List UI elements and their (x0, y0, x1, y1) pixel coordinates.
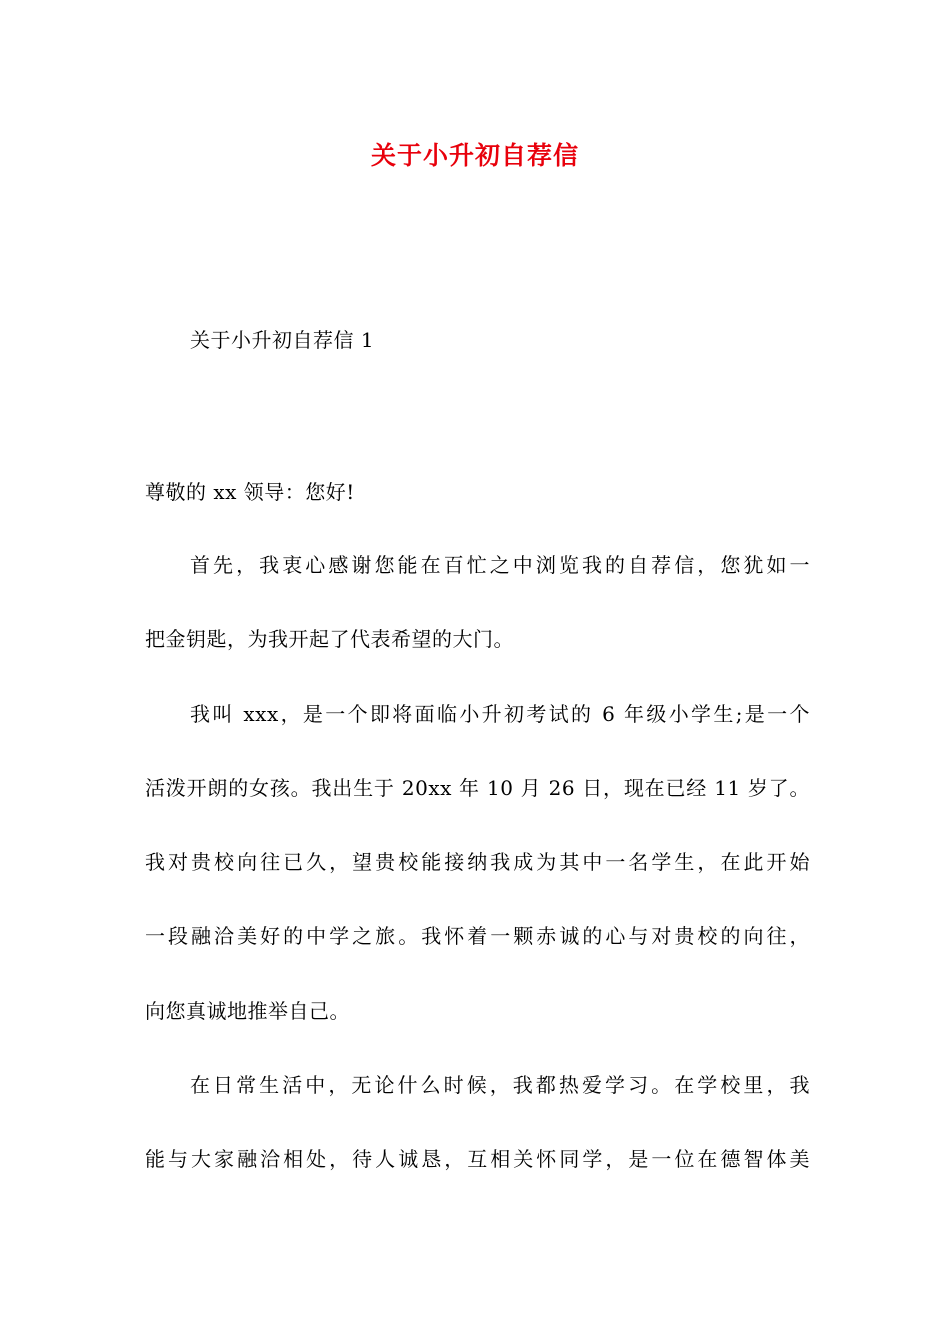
body-line: 我对贵校向往已久，望贵校能接纳我成为其中一名学生，在此开始 (145, 850, 810, 874)
greeting-line: 尊敬的 xx 领导：您好! (145, 480, 355, 504)
document-title: 关于小升初自荐信 (370, 141, 579, 170)
body-line: 活泼开朗的女孩。我出生于 20xx 年 10 月 26 日，现在已经 11 岁了。 (145, 776, 810, 800)
body-line: 向您真诚地推举自己。 (145, 999, 350, 1023)
body-line: 能与大家融洽相处，待人诚恳，互相关怀同学，是一位在德智体美 (145, 1147, 810, 1171)
body-line: 在日常生活中，无论什么时候，我都热爱学习。在学校里，我 (190, 1073, 810, 1097)
body-line: 首先，我衷心感谢您能在百忙之中浏览我的自荐信，您犹如一 (190, 553, 810, 577)
body-line: 把金钥匙，为我开起了代表希望的大门。 (145, 627, 514, 651)
section-heading: 关于小升初自荐信 1 (190, 328, 375, 352)
body-line: 我叫 xxx，是一个即将面临小升初考试的 6 年级小学生;是一个 (190, 702, 810, 726)
body-line: 一段融洽美好的中学之旅。我怀着一颗赤诚的心与对贵校的向往， (145, 924, 810, 948)
